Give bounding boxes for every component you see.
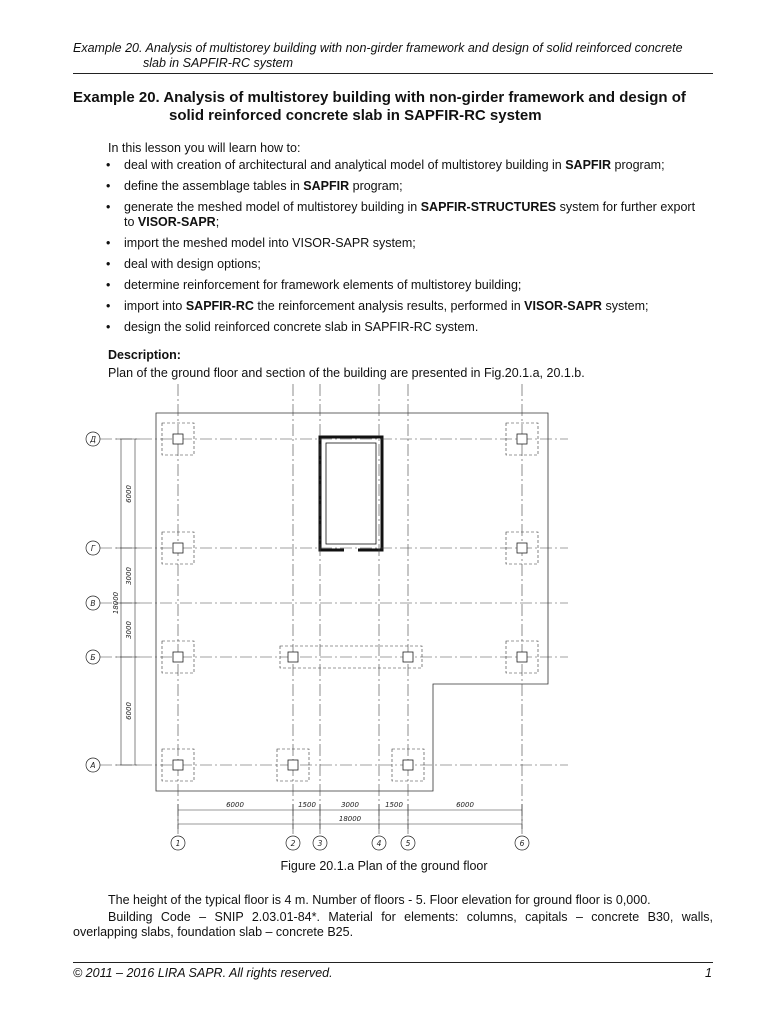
running-header-line-2: slab in SAPFIR-RC system (143, 56, 294, 70)
paragraph-floor-info: The height of the typical floor is 4 m. Number of floors - 5. Floor elevation for ground floor is 0,000. (108, 893, 651, 907)
description-heading: Description: (108, 348, 181, 362)
description-text: Plan of the ground floor and section of the building are presented in Fig.20.1.a, 20.1.b. (108, 366, 585, 380)
axis-label-row: Д (90, 435, 96, 444)
list-item: • deal with creation of architectural and analytical model of multistorey building in SAPFIR program; (108, 158, 714, 173)
dim-vertical: 6000 (125, 485, 133, 503)
list-item: • define the assemblage tables in SAPFIR program; (108, 179, 714, 194)
page-number: 1 (705, 966, 712, 980)
axis-label-col: 4 (376, 839, 382, 848)
running-header-line-1: Example 20. Analysis of multistorey building with non-girder framework and design of solid reinforced concrete (73, 41, 683, 55)
footer-divider (73, 962, 713, 963)
dim-horizontal: 1500 (385, 801, 403, 809)
list-item: • import into SAPFIR-RC the reinforcement analysis results, performed in VISOR-SAPR system; (108, 299, 714, 314)
axis-label-row: В (90, 599, 96, 608)
page-title-line-1: Example 20. Analysis of multistorey building with non-girder framework and design of (73, 89, 686, 106)
figure-caption: Figure 20.1.a Plan of the ground floor (280, 859, 488, 873)
dim-vertical: 3000 (125, 621, 133, 639)
list-item: • deal with design options; (108, 257, 714, 272)
dim-horizontal-total: 18000 (338, 815, 362, 823)
axis-label-col: 6 (519, 839, 525, 848)
axis-label-col: 1 (175, 839, 181, 848)
list-item: • determine reinforcement for framework elements of multistorey building; (108, 278, 714, 293)
axis-label-row: А (90, 761, 96, 770)
dim-vertical: 6000 (125, 702, 133, 720)
axis-label-row: Г (90, 544, 96, 553)
paragraph-building-code: Building Code – SNIP 2.03.01-84*. Material for elements: columns, capitals – concrete B30, walls, overlapping slabs, foundation slab – concrete B25. (73, 910, 713, 939)
axis-label-row: Б (90, 653, 96, 662)
ground-floor-plan (78, 384, 578, 856)
footer-copyright: © 2011 – 2016 LIRA SAPR. All rights reserved. (73, 966, 333, 980)
list-item: • design the solid reinforced concrete slab in SAPFIR-RC system. (108, 320, 714, 335)
header-divider (73, 73, 713, 74)
page-title-line-2: solid reinforced concrete slab in SAPFIR-RC system (169, 107, 542, 124)
axis-label-col: 5 (405, 839, 411, 848)
dim-horizontal: 1500 (298, 801, 316, 809)
dim-vertical: 3000 (125, 567, 133, 585)
dim-horizontal: 3000 (341, 801, 359, 809)
dim-horizontal: 6000 (456, 801, 474, 809)
axis-label-col: 2 (290, 839, 296, 848)
learning-objectives-list (108, 158, 714, 341)
running-header (73, 41, 713, 71)
dim-horizontal: 6000 (226, 801, 244, 809)
page-title (73, 89, 715, 125)
dim-vertical-total: 18000 (112, 591, 120, 615)
intro-text: In this lesson you will learn how to: (108, 141, 301, 155)
list-item: • generate the meshed model of multistorey building in SAPFIR-STRUCTURES system for further export to VISOR-SAPR; (108, 200, 714, 230)
list-item: • import the meshed model into VISOR-SAPR system; (108, 236, 714, 251)
axis-label-col: 3 (317, 839, 323, 848)
